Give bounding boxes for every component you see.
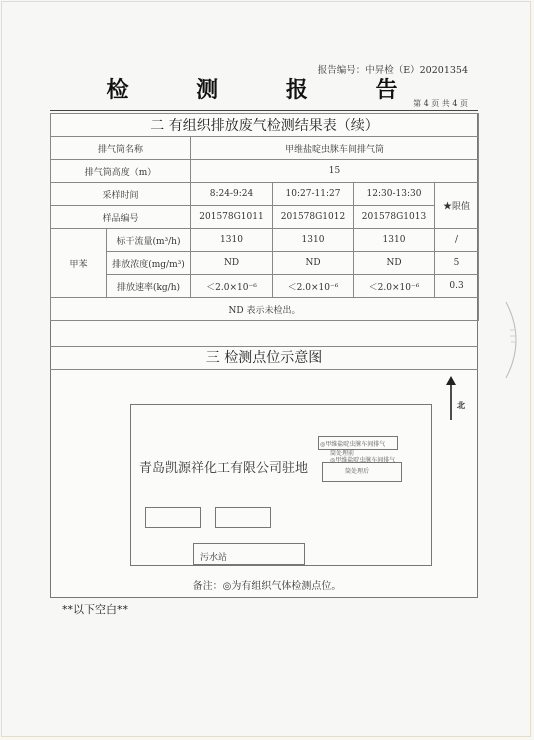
concentration-limit: 5 [435,252,479,275]
concentration-value-3: ND [354,252,435,275]
nd-note: ND 表示未检出。 [51,298,479,321]
concentration-value-2: ND [273,252,354,275]
section2-title: 二 有组织排放废气检测结果表（续） [51,114,479,137]
sample-no-label: 样品编号 [51,206,191,229]
stack-name-value: 甲维盐啶虫脒车间排气筒 [191,137,479,160]
report-number: 报告编号：中昇检（E）20201354 [317,65,468,76]
concentration-value-1: ND [191,252,273,275]
rate-value-2: ＜2.0×10⁻⁶ [273,275,354,298]
results-table [50,113,479,321]
pollutant-name: 甲苯 [51,229,107,298]
header-rule [50,110,478,111]
sampling-time-3: 12:30-13:30 [354,183,435,206]
document-title: 检 测 报 告 [106,77,428,103]
blank-marker: **以下空白** [62,603,128,616]
seal-edge-mark [496,300,534,380]
flow-value-3: 1310 [354,229,435,252]
section3-title: 三 检测点位示意图 [50,346,478,370]
sampling-time-1: 8:24-9:24 [191,183,273,206]
flow-limit: / [435,229,479,252]
row-label-concentration: 排放浓度(mg/m³) [107,252,191,275]
flow-value-2: 1310 [273,229,354,252]
monitoring-point-after-line2: 筒处理后 [345,468,370,475]
sampling-time-label: 采样时间 [51,183,191,206]
row-label-flow: 标干流量(m³/h) [107,229,191,252]
monitoring-point-before-line2: 筒处理前 [330,450,355,457]
company-site-label: 青岛凯源祥化工有限公司驻地 [139,461,309,476]
limit-header: ★限值 [435,183,479,229]
rate-value-1: ＜2.0×10⁻⁶ [191,275,273,298]
monitoring-point-before-line1: ◎甲维盐啶虫脒车间排气 [320,441,386,448]
stack-height-label: 排气筒高度（m） [51,160,191,183]
rate-value-3: ＜2.0×10⁻⁶ [354,275,435,298]
map-legend: 备注：◎为有组织气体检测点位。 [192,581,342,592]
sampling-time-2: 10:27-11:27 [273,183,354,206]
page-number: 第 4 页 共 4 页 [413,99,468,108]
sample-no-1: 201578G1011 [191,206,273,229]
sample-no-2: 201578G1012 [273,206,354,229]
rate-limit: 0.3 [435,275,479,298]
north-label: 北 [457,401,465,410]
wastewater-station-label: 污水站 [200,553,228,563]
stack-height-value: 15 [191,160,479,183]
stack-name-label: 排气筒名称 [51,137,191,160]
sample-no-3: 201578G1013 [354,206,435,229]
flow-value-1: 1310 [191,229,273,252]
north-arrow-icon [444,376,458,420]
site-map [130,404,432,566]
row-label-rate: 排放速率(kg/h) [107,275,191,298]
building-box-1 [145,507,201,528]
monitoring-point-after-line1: ◎甲维盐啶虫脒车间排气 [330,457,396,464]
building-box-2 [215,507,271,528]
